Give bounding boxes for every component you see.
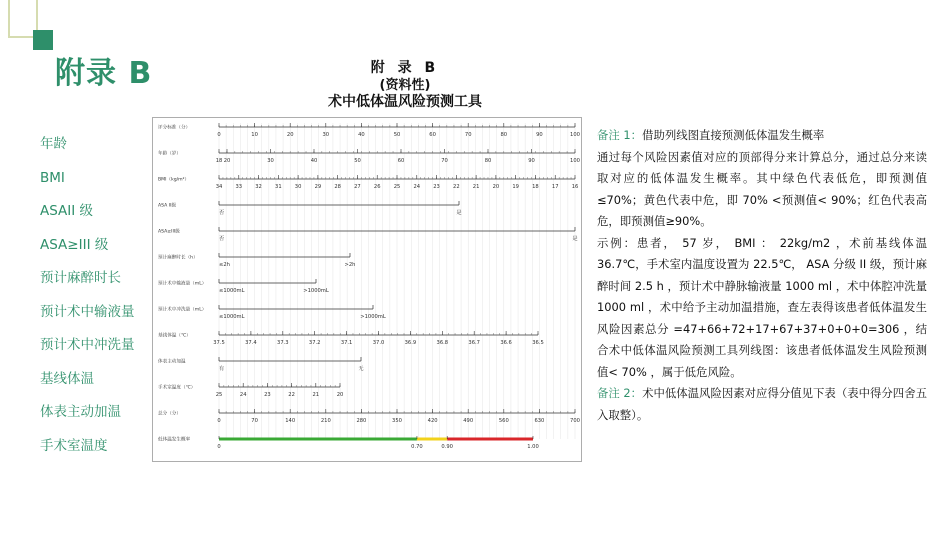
tick-label: 630: [534, 418, 545, 424]
tool-title: 术中低体温风险预测工具: [328, 94, 482, 110]
tick-label: 60: [429, 132, 436, 138]
tick-label: 34: [215, 184, 223, 190]
row-label: 评分标准（分）: [158, 125, 191, 131]
tick-label: 70: [441, 158, 448, 164]
note1-body: 通过每个风险因素值对应的顶部得分来计算总分，通过总分来读取对应的低体温发生概率。其中绿色代表低危，即预测值≤70%；黄色代表中危，即 70% <预测值< 90%；红色代表高危，即预测值≥90%。: [597, 149, 927, 228]
row-label: 预计术中冲洗量（mL）: [158, 307, 207, 313]
row-label: 体表主动加温: [158, 359, 186, 365]
tick-label: >1000mL: [303, 288, 329, 294]
tick-label: 36.8: [436, 340, 449, 346]
tick-label: 37.3: [277, 340, 289, 346]
row-label: 预计麻醉时长（h）: [158, 255, 198, 261]
tick-label: 350: [392, 418, 402, 424]
tick-label: 100: [570, 132, 580, 138]
tick-label: 31: [275, 184, 282, 190]
tick-label: 21: [472, 184, 480, 190]
row-label: 预计术中输液量（mL）: [158, 281, 207, 287]
tick-label: 30: [294, 184, 302, 190]
tick-label: 20: [223, 158, 231, 164]
tick-label: >2h: [344, 262, 356, 268]
row-label: 基线体温（℃）: [158, 333, 191, 339]
note2-text: 术中低体温风险因素对应得分值见下表（表中得分四舍五入取整）。: [597, 386, 927, 422]
tick-label: 30: [322, 132, 330, 138]
tick-label: 否: [219, 210, 225, 216]
tick-label: 33: [235, 184, 243, 190]
tick-label: 50: [354, 158, 361, 164]
tick-label: 20: [286, 132, 294, 138]
tick-label: 否: [219, 236, 225, 242]
tick-label: 25: [393, 184, 401, 190]
document-header: [260, 60, 550, 111]
appendix-title: 附 录 B: [370, 60, 440, 76]
nomogram-frame: [153, 118, 582, 462]
tick-label: 16: [571, 184, 579, 190]
tick-label: 0.70: [411, 444, 423, 450]
tick-label: 17: [551, 184, 559, 190]
tick-label: 23: [433, 184, 440, 190]
page-title: 附录 B: [55, 56, 153, 91]
notes-panel: [597, 125, 927, 426]
note1-text: 借助列线图直接预测低体温发生概率: [642, 128, 825, 142]
tick-label: 0: [217, 132, 221, 138]
tick-label: 是: [572, 236, 578, 242]
tick-label: 80: [484, 158, 492, 164]
row-label: 年龄（岁）: [158, 151, 181, 157]
risk-factor-list: [40, 128, 160, 463]
tick-label: >1000mL: [360, 314, 386, 320]
tick-label: 37.2: [308, 340, 321, 346]
risk-factor-item: BMI: [40, 169, 65, 186]
tick-label: ≤1000mL: [219, 314, 245, 320]
row-label: 手术室温度（℃）: [158, 385, 196, 391]
risk-factor-item: ASA≥III 级: [40, 236, 109, 253]
tick-label: 40: [310, 158, 318, 164]
row-label: ASA II级: [158, 203, 177, 209]
tick-label: 100: [570, 158, 580, 164]
tick-label: 21: [312, 392, 320, 398]
risk-factor-item: 预计术中输液量: [40, 303, 135, 320]
tick-label: 80: [500, 132, 508, 138]
tick-label: 27: [354, 184, 361, 190]
tick-label: 0: [217, 444, 221, 450]
tick-label: 90: [536, 132, 543, 138]
tick-label: 20: [336, 392, 344, 398]
risk-factor-item: ASAII 级: [40, 203, 94, 219]
row-label: BMI（kg/m²）: [158, 177, 190, 183]
tick-label: 40: [358, 132, 365, 138]
tick-label: 无: [358, 366, 364, 372]
tick-label: 26: [373, 184, 381, 190]
tick-label: 420: [427, 418, 438, 424]
tick-label: 有: [219, 366, 225, 372]
appendix-subtitle: (资料性): [379, 78, 431, 93]
risk-factor-item: 年龄: [40, 136, 67, 152]
tick-label: ≤2h: [219, 262, 230, 268]
tick-label: 10: [251, 132, 258, 138]
tick-label: 28: [334, 184, 341, 190]
tick-label: 140: [285, 418, 296, 424]
tick-label: 0.90: [441, 444, 453, 450]
corner-decoration-square: [33, 30, 53, 50]
tick-label: 70: [251, 418, 258, 424]
nomogram-chart: [152, 117, 582, 462]
tick-label: 210: [320, 418, 331, 424]
tick-label: 30: [267, 158, 274, 164]
tick-label: 50: [393, 132, 401, 138]
risk-factor-item: 手术室温度: [40, 437, 108, 454]
tick-label: 90: [528, 158, 535, 164]
tick-label: 60: [397, 158, 405, 164]
row-label: ASA≥III级: [158, 229, 180, 235]
risk-factor-item: 预计麻醉时长: [40, 270, 121, 286]
tick-label: 1.00: [527, 444, 539, 450]
tick-label: 29: [314, 184, 322, 190]
tick-label: 25: [215, 392, 223, 398]
tick-label: 70: [464, 132, 472, 138]
tick-label: 20: [492, 184, 500, 190]
tick-label: 280: [356, 418, 367, 424]
tick-label: 0: [217, 418, 221, 424]
tick-label: 36.6: [500, 340, 512, 346]
tick-label: 37.0: [372, 340, 385, 346]
tick-label: 36.9: [404, 340, 417, 346]
note1-label: 备注 1：: [597, 128, 643, 142]
tick-label: 19: [512, 184, 519, 190]
risk-factor-item: 基线体温: [40, 370, 94, 387]
tick-label: 36.7: [468, 340, 480, 346]
risk-factor-item: 体表主动加温: [40, 404, 121, 420]
tick-label: 18: [215, 158, 223, 164]
tick-label: 37.4: [245, 340, 257, 346]
tick-label: 32: [255, 184, 262, 190]
tick-label: 490: [463, 418, 474, 424]
row-label: 低体温发生概率: [158, 437, 191, 443]
tick-label: 24: [239, 392, 247, 398]
risk-factor-item: 预计术中冲洗量: [40, 337, 135, 353]
tick-label: 是: [456, 210, 462, 216]
tick-label: 24: [413, 184, 421, 190]
tick-label: 36.5: [532, 340, 544, 346]
tick-label: 18: [532, 184, 539, 190]
tick-label: 22: [288, 392, 295, 398]
tick-label: 37.5: [213, 340, 225, 346]
example-text: 示例：患者， 57 岁， BMI ： 22kg/m2 ，术前基线体温 36.7℃，手术室内温度设置为 22.5℃， ASA 分级 II 级，预计麻醉时间 2.5 h ，预计术中静脉输液量 1000 ml ，术中体腔冲洗量 1000 ml ，术中给予主动加温措施，查左表得该患者低体温发生风险因素总分 =47+66+72+17+67+37+0+0+0=306 ，结合术中低体温风险预测工具列线图：该患者低体温发生风险预测值< 70% ，属于低危风险。: [597, 235, 927, 379]
tick-label: 22: [453, 184, 460, 190]
tick-label: 700: [570, 418, 580, 424]
tick-label: ≤1000mL: [219, 288, 245, 294]
row-label: 总分（分）: [158, 411, 181, 417]
tick-label: 23: [264, 392, 271, 398]
tick-label: 560: [498, 418, 509, 424]
tick-label: 37.1: [340, 340, 353, 346]
note2-label: 备注 2：: [597, 386, 643, 400]
